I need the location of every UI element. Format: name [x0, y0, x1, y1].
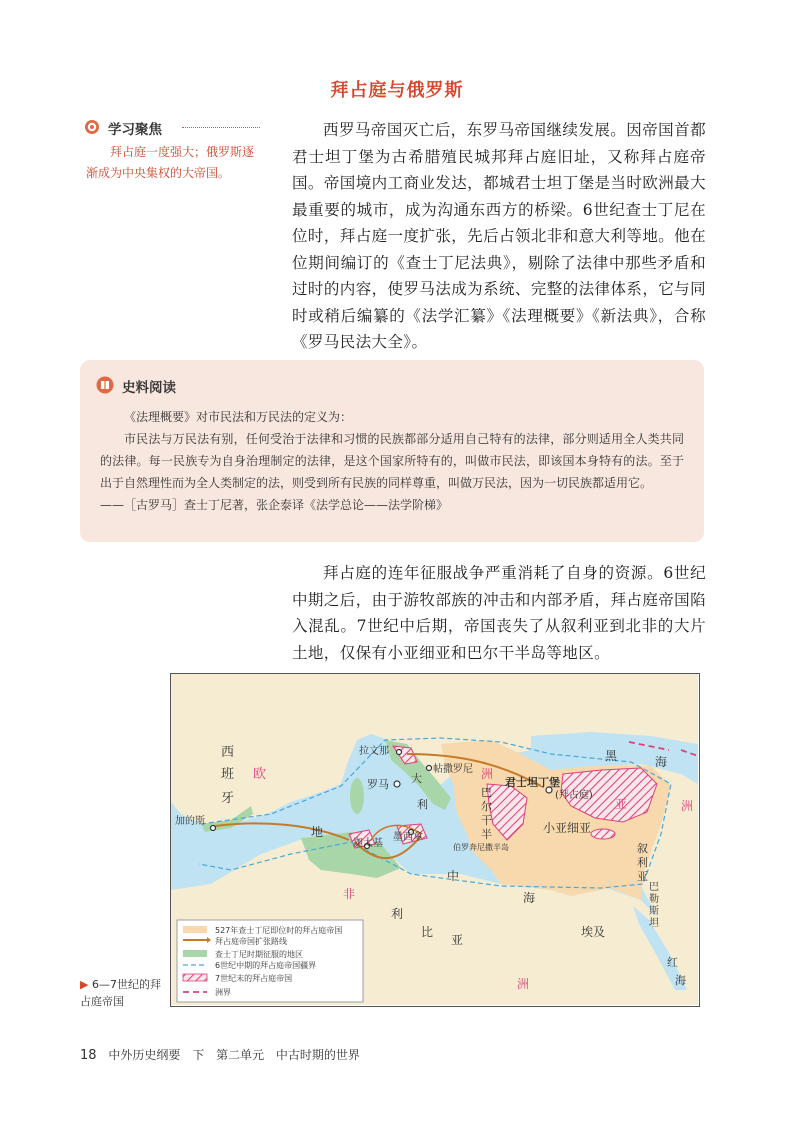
learning-focus-header	[84, 118, 260, 138]
map-city-rome	[394, 781, 400, 787]
map-label: 黑	[605, 749, 618, 763]
learning-focus-title: 学习聚焦	[108, 122, 162, 138]
map-label: 巴	[481, 786, 492, 799]
map-label: 牙	[221, 791, 235, 806]
footer-unit-title: 中古时期的世界	[275, 1048, 360, 1062]
legend-label: 查士丁尼时期征服的地区	[215, 950, 303, 959]
source-intro: 《法理概要》对市民法和万民法的定义为：	[124, 410, 353, 424]
map-label: 洲	[517, 977, 530, 991]
map-label: 拉文那	[359, 746, 389, 757]
source-reading-title: 史料阅读	[122, 380, 176, 396]
map-label: 君士坦丁堡	[505, 776, 560, 789]
book-icon	[96, 376, 114, 394]
legend-swatch-7c	[183, 974, 207, 981]
legend-swatch-527	[183, 926, 207, 933]
body-paragraph-1: 西罗马帝国灭亡后，东罗马帝国继续发展。因帝国首都君士坦丁堡为古希腊殖民城邦拜占庭旧址，又称拜占庭帝国。帝国境内工商业发达，都城君士坦丁堡是当时欧洲最大最重要的城市，成为沟通东西方的桥梁。6世纪查士丁尼在位时，拜占庭一度扩张，先后占领北非和意大利等地。他在位期间编订的《查士丁尼法典》，剔除了法律中那些矛盾和过时的内容，使罗马法成为系统、完整的法律体系，它与同时或稍后编纂的《法学汇纂》《法理概要》《新法典》，合称《罗马民法大全》。	[292, 121, 706, 351]
map-label: 海	[675, 974, 686, 987]
map-label: 亚	[451, 933, 464, 947]
map-label: 洲	[481, 767, 494, 781]
footer-book-title: 中外历史纲要	[108, 1048, 181, 1062]
map-label: 迦太基	[353, 838, 383, 849]
map-label: 干	[481, 814, 492, 827]
source-citation: ——［古罗马］查士丁尼著，张企泰译《法学总论——法学阶梯》	[100, 498, 449, 512]
map-label: 墨西拿	[393, 832, 423, 843]
caption-text: 6—7世纪的拜占庭帝国	[80, 978, 161, 1008]
map-label: 斯	[649, 906, 659, 917]
legend-label: 拜占庭帝国扩张路线	[215, 937, 287, 946]
source-quote: 市民法与万民法有别，任何受治于法律和习惯的民族都部分适用自己特有的法律，部分则适用全人类共同的法律。每一民族专为自身治理制定的法律，是这个国家所特有的，叫做市民法，即该国本身特有的法。至于出于自然理性而为全人类制定的法，则受到所有民族的同样尊重，叫做万民法，因为一切民族都适用它。	[100, 432, 684, 490]
page-footer	[80, 1046, 580, 1063]
byzantine-empire-map	[170, 673, 700, 1007]
legend-label: 6世纪中期的拜占庭帝国疆界	[215, 961, 317, 970]
map-city-ravenna	[397, 750, 402, 755]
map-label: (拜占庭)	[555, 790, 593, 801]
map-crete	[513, 858, 549, 866]
map-label: 埃及	[581, 925, 606, 939]
map-label: 伯罗奔尼撒半岛	[453, 843, 509, 852]
map-label: 中	[447, 869, 460, 883]
focus-divider	[182, 127, 260, 128]
map-label: 班	[221, 767, 235, 782]
map-label: 比	[421, 925, 434, 939]
map-label: 勒	[649, 894, 659, 905]
map-label: 亚	[637, 870, 648, 883]
map-label: 西	[221, 745, 235, 760]
map-label: 海	[523, 891, 536, 905]
map-label: 利	[417, 798, 428, 811]
map-label: 亚	[615, 797, 628, 811]
map-label: 洲	[681, 799, 694, 813]
map-label: 小亚细亚	[543, 821, 592, 835]
map-label: 欧	[253, 767, 267, 782]
map-label: 帖撒罗尼	[433, 764, 473, 775]
learning-focus-text: 拜占庭一度强大；俄罗斯逐渐成为中央集权的大帝国。	[86, 145, 255, 180]
map-label: 红	[667, 956, 678, 969]
map-label: 利	[391, 907, 404, 921]
footer-volume: 下	[192, 1048, 205, 1062]
page-number: 18	[80, 1048, 97, 1063]
page-title: 拜占庭与俄罗斯	[330, 80, 464, 101]
footer-unit: 第二单元	[216, 1048, 265, 1062]
source-reading-text	[100, 406, 684, 516]
map-label: 叙	[637, 842, 648, 855]
map-label: 尔	[481, 800, 492, 813]
map-label: 坦	[649, 918, 659, 929]
body-paragraph-2: 拜占庭的连年征服战争严重消耗了自身的资源。6世纪中期之后，由于游牧部族的冲击和内部矛盾，拜占庭帝国陷入混乱。7世纪中后期，帝国丧失了从叙利亚到北非的大片土地，仅保有小亚细亚和巴尔干半岛等地区。	[292, 564, 706, 662]
legend-label: 洲界	[215, 988, 231, 997]
legend-label: 527年查士丁尼即位时的拜占庭帝国	[215, 926, 343, 935]
caption-marker-icon: ▶	[80, 978, 89, 991]
map-label: 半	[481, 828, 492, 841]
map-label: 海	[655, 755, 668, 769]
focus-target-icon	[84, 119, 100, 135]
map-label: 利	[637, 856, 648, 869]
legend-swatch-conquered	[183, 950, 207, 957]
legend-label: 7世纪末的拜占庭帝国	[215, 974, 293, 983]
map-label: 巴	[649, 882, 659, 893]
map-label: 地	[311, 825, 324, 839]
map-label: 加的斯	[175, 816, 205, 827]
map-legend	[177, 920, 363, 1002]
map-sardinia	[350, 778, 364, 814]
map-cyprus	[591, 829, 615, 839]
map-city-thessalonica	[427, 766, 432, 771]
source-reading-box	[80, 360, 704, 542]
map-label: 罗马	[367, 778, 389, 791]
map-label: 非	[343, 887, 356, 901]
map-city-cadiz	[211, 826, 216, 831]
map-label: 大	[411, 772, 422, 785]
map-caption	[80, 976, 170, 1010]
